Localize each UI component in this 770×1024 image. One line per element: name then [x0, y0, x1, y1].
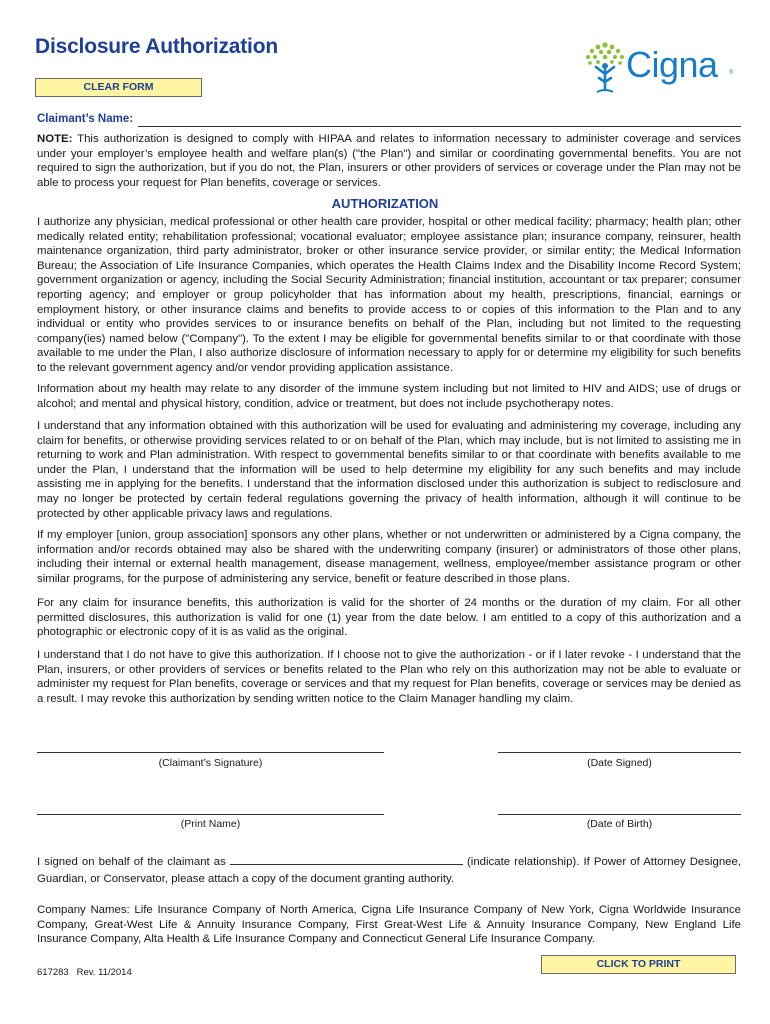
authorization-paragraph-2: Information about my health may relate to any disorder of the immune system including but not limited to HIV and AIDS; use of drugs or alcohol; and mental and physical history, condition, advice or treatment, but does not include psychotherapy notes.	[37, 383, 741, 410]
date-signed-field[interactable]	[498, 752, 741, 753]
click-to-print-button[interactable]: CLICK TO PRINT	[541, 955, 736, 974]
cigna-logo	[582, 40, 742, 96]
authorization-paragraph-3: I understand that any information obtained with this authorization will be used for evaluating and administering my coverage, including any claim for benefits, or otherwise providing services related to or on behalf of the Plan, which may include, but is not limited to assisting me in returning to work and Plan administration. With respect to governmental benefits similar to or that coordinate with benefits available to me under the Plan, I understand that the information will be used to help determine my eligibility for any such benefits and may include assisting me in applying for the benefits. I understand that the information disclosed under this authorization is subject to redisclosure and may no longer be protected by certain federal regulations governing the privacy of health information, although it will continue to be protected by other applicable privacy laws and regulations.	[37, 420, 741, 520]
relationship-field[interactable]	[230, 853, 463, 865]
authorization-paragraph-5: For any claim for insurance benefits, this authorization is valid for the shorter of 24 months or the duration of my claim. For all other permitted disclosures, this authorization is valid for one (1) year from the date below. I am entitled to a copy of this authorization and a photographic or electronic copy of it is as valid as the original.	[37, 597, 741, 639]
page-title: Disclosure Authorization	[35, 35, 278, 58]
clear-form-button[interactable]: CLEAR FORM	[35, 78, 202, 97]
authorization-heading: AUTHORIZATION	[331, 196, 439, 211]
note-label: NOTE:	[37, 133, 73, 145]
company-names-paragraph: Company Names: Life Insurance Company of North America, Cigna Life Insurance Company of New York, Cigna Worldwide Insurance Company, Great-West Life & Annuity Insurance Company, First Great-West Life & Annuity Insurance Company, New England Life Insurance Company, Alta Health & Life Insurance Company and Connecticut General Life Insurance Company.	[37, 904, 741, 946]
cigna-tree-icon	[582, 40, 628, 96]
claimant-name-label: Claimant’s Name:	[37, 113, 134, 125]
behalf-statement	[37, 853, 741, 888]
claimant-signature-field[interactable]	[37, 752, 384, 753]
authorization-paragraph-6: I understand that I do not have to give this authorization. If I choose not to give the authorization - or if I later revoke - I understand that the Plan, insurers, or other providers of services or benefits related to the Plan who rely on this authorization may not be able to evaluate or administer my request for Plan benefits, coverage or services and that my request for Plan benefits, coverage or services may be denied as a result. I may revoke this authorization by sending written notice to the Claim Manager handling my claim.	[37, 649, 741, 705]
date-of-birth-field[interactable]	[498, 814, 741, 815]
print-name-field[interactable]	[37, 814, 384, 815]
note-text: This authorization is designed to comply with HIPAA and relates to information necessary to administer coverage and services under your employer’s employee health and welfare plan(s) ("the Plan") and similar or coordinating governmental benefits. You are not required to sign the authorization, but if you do not, the Plan, insurers or other providers of services or coverage under the Plan may not be able to process your request for Plan benefits, coverage or services.	[37, 133, 741, 189]
date-signed-label: (Date Signed)	[587, 757, 652, 769]
authorization-paragraph-1: I authorize any physician, medical professional or other health care provider, hospital or other medical facility; pharmacy; health plan; other medically related entity; rehabilitation professional; vocational evaluator; employee assistance plan; insurance company, reinsurer, health maintenance organization, third party administrator, broker or other insurance service provider, or similar entity; the Medical Information Bureau; the Association of Life Insurance Companies, which operates the Health Claims Index and the Disability Income Record System; government organization or agency, including the Social Security Administration; financial institution, accountant or tax preparer; consumer reporting agency; and employer or group policyholder that has information about my health, prescriptions, financial, earnings or employment history, or other insurance claims and benefits to provide access to or copies of this information to the Plan and to any individual or entity who provides services to or insurance benefits on behalf of the Plan, including but not limited to the requesting company(ies) named below ("Company"). To the extent I may be eligible for governmental benefits similar to or that coordinate with those available to me under the Plan, I also authorize disclosure of information necessary to apply for or determine my eligibility for such benefits to the relevant government agency and/or vendor providing application assistance.	[37, 216, 741, 374]
claimant-name-row	[37, 113, 741, 129]
authorization-paragraph-4: If my employer [union, group association] sponsors any other plans, whether or not underwritten or administered by a Cigna company, the information and/or records obtained may also be shared with the underwriting company (insurer) or administrators of those other plans, including their internal or external health management, disease management, wellness, employee/member assistance program or other similar programs, for the purpose of administering any service, benefit or feature described in those plans.	[37, 529, 741, 585]
cigna-wordmark: Cigna	[626, 44, 718, 85]
trademark-mark: ®	[729, 70, 734, 76]
date-of-birth-label: (Date of Birth)	[586, 818, 653, 830]
claimant-name-field[interactable]	[138, 126, 741, 127]
print-name-label: (Print Name)	[180, 818, 241, 830]
behalf-suffix: (indicate relationship). If Power of Attorney Designee, Guardian, or Conservator, please attach a copy of the document granting authority.	[37, 856, 741, 885]
behalf-prefix: I signed on behalf of the claimant as	[37, 856, 230, 868]
claimant-signature-label: (Claimant’s Signature)	[158, 757, 263, 769]
note-paragraph	[37, 132, 741, 190]
form-revision-number: 617283 Rev. 11/2014	[37, 967, 132, 978]
